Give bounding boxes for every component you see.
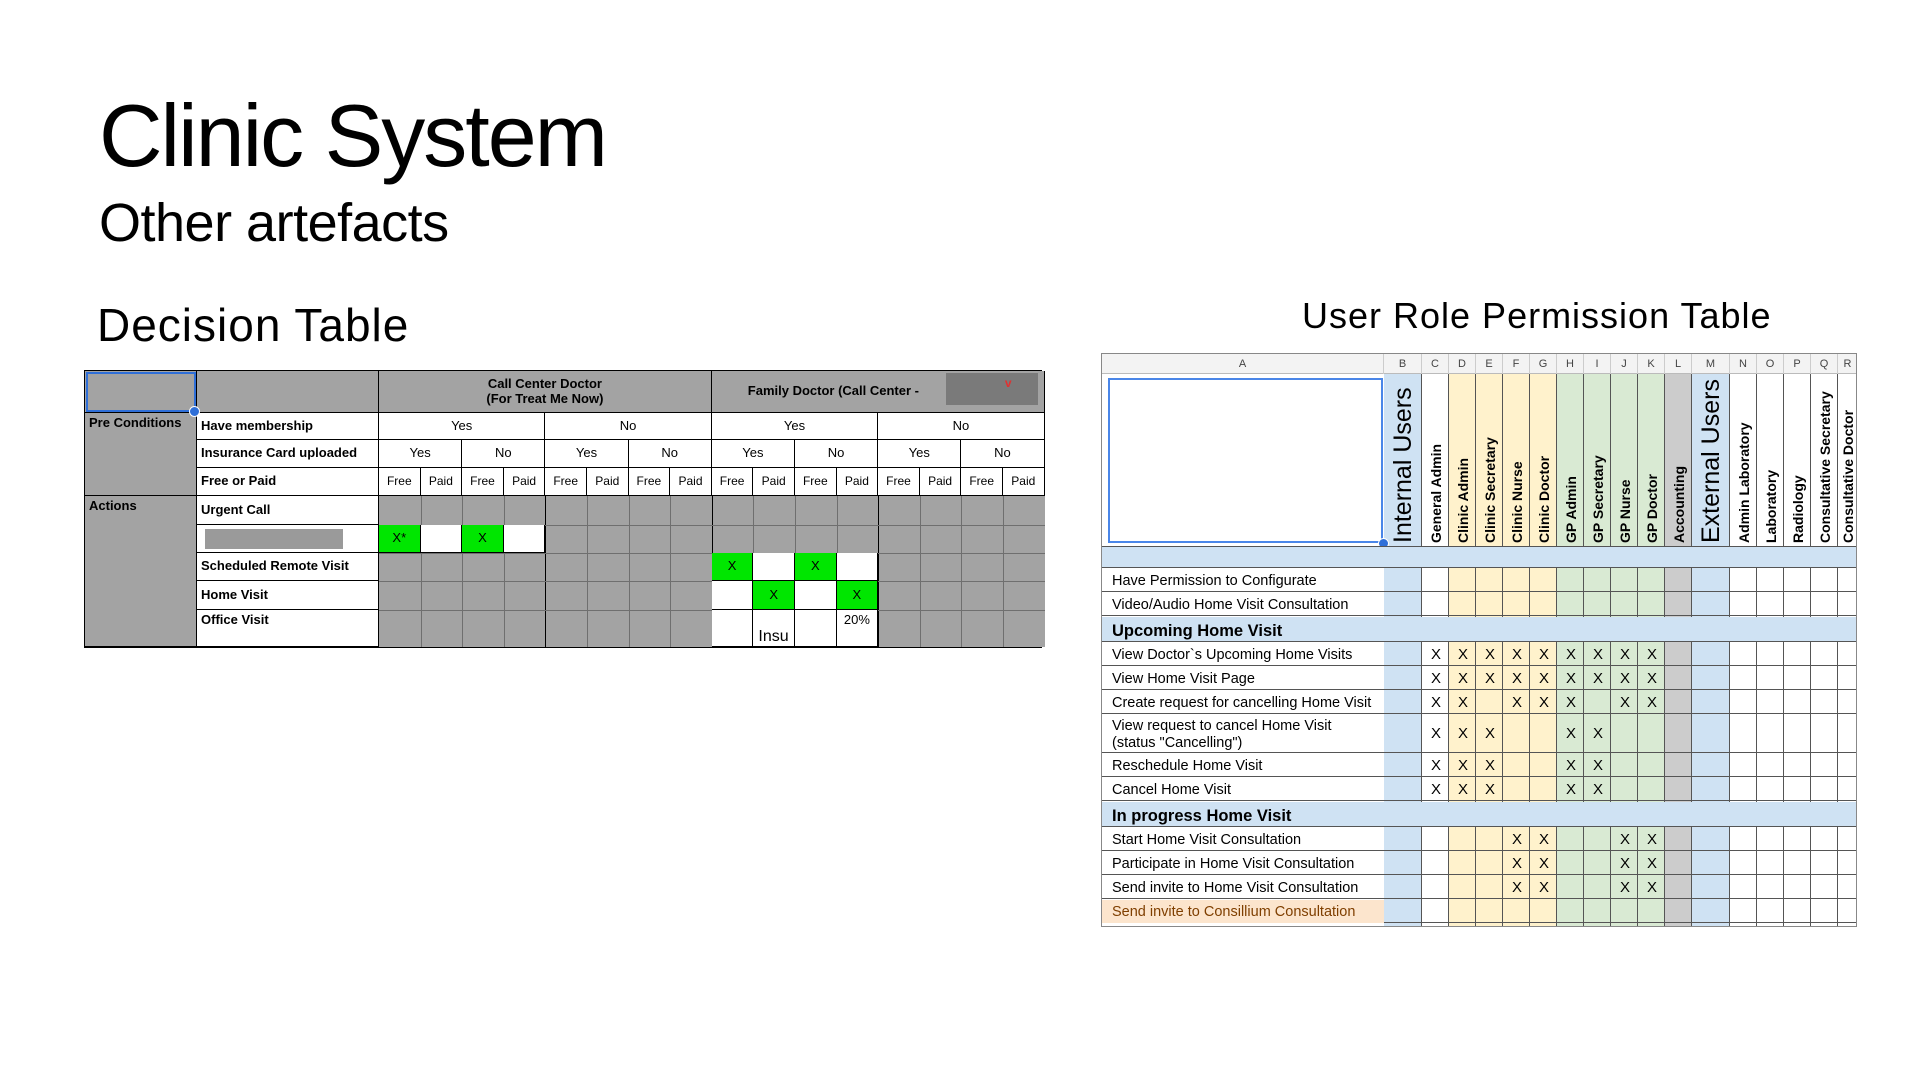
permission-mark[interactable]: X (1511, 694, 1522, 711)
dt-payment-14[interactable]: Free (961, 468, 1003, 496)
decision-table-heading: Decision Table (97, 299, 410, 351)
dt-membership-1[interactable]: No (545, 413, 711, 440)
role-label: GP Admin (1563, 476, 1579, 543)
column-letter-E[interactable]: E (1476, 354, 1503, 374)
dt-empty-cell[interactable] (753, 553, 795, 581)
dt-section-actions[interactable]: Actions (85, 496, 197, 647)
dt-payment-3[interactable]: Paid (504, 468, 546, 496)
permission-mark[interactable]: X (1646, 646, 1657, 663)
permission-mark[interactable]: X (1511, 646, 1522, 663)
column-letter-Q[interactable]: Q (1811, 354, 1838, 374)
dt-grid-vline (587, 496, 588, 647)
permission-table (1101, 353, 1857, 927)
permission-mark[interactable]: X (1457, 781, 1468, 798)
permission-mark[interactable]: X (1484, 781, 1495, 798)
permission-mark[interactable]: X (1565, 646, 1576, 663)
permission-mark[interactable]: X (1619, 694, 1630, 711)
dt-empty-cell[interactable] (795, 610, 837, 647)
column-letter-G[interactable]: G (1530, 354, 1557, 374)
permission-label: Cancel Home Visit (1112, 782, 1232, 798)
blank-band-row (1102, 547, 1857, 568)
column-letter-B[interactable]: B (1384, 354, 1422, 374)
dt-empty-cell[interactable] (421, 525, 463, 553)
permission-mark[interactable]: X (1619, 879, 1630, 896)
dt-insurance-5[interactable]: No (795, 440, 878, 468)
dt-action-1[interactable] (197, 525, 379, 553)
permission-mark[interactable]: X (1430, 757, 1441, 774)
column-letter-K[interactable]: K (1638, 354, 1665, 374)
dt-condition-2[interactable]: Free or Paid (197, 468, 379, 496)
role-label: Clinic Admin (1455, 457, 1471, 543)
permission-mark[interactable]: X (1511, 879, 1522, 896)
dt-mark-cell[interactable]: 20% (837, 610, 879, 647)
header-blank-cell[interactable] (1108, 378, 1383, 543)
permission-label: In progress Home Visit (1112, 807, 1292, 825)
permission-mark[interactable]: X (1646, 694, 1657, 711)
decision-table (84, 370, 1042, 648)
slide-title: Clinic System (99, 86, 606, 185)
dt-payment-5[interactable]: Paid (587, 468, 629, 496)
permission-mark[interactable]: X (1457, 725, 1468, 742)
dt-grid-vline (961, 496, 962, 647)
dt-payment-1[interactable]: Paid (421, 468, 463, 496)
column-letter-R[interactable]: R (1838, 354, 1857, 374)
dt-insurance-6[interactable]: Yes (878, 440, 961, 468)
role-label: GP Doctor (1644, 474, 1660, 543)
dt-grid-vline (629, 496, 630, 647)
role-label: Clinic Nurse (1509, 461, 1525, 543)
permission-mark[interactable]: X (1430, 646, 1441, 663)
role-label: GP Nurse (1617, 479, 1633, 543)
dt-payment-7[interactable]: Paid (670, 468, 712, 496)
dt-empty-cell[interactable] (712, 610, 754, 647)
permission-label: Upcoming Home Visit (1112, 622, 1283, 640)
dt-payment-6[interactable]: Free (629, 468, 671, 496)
column-letter-P[interactable]: P (1784, 354, 1811, 374)
permission-mark[interactable]: X (1430, 725, 1441, 742)
dropdown-icon[interactable]: v (946, 373, 1038, 405)
permission-mark[interactable]: X (1457, 670, 1468, 687)
dt-action-3[interactable]: Home Visit (197, 581, 379, 610)
permission-mark[interactable]: X (1592, 725, 1603, 742)
dt-membership-0[interactable]: Yes (379, 413, 545, 440)
permission-mark[interactable]: X (1457, 646, 1468, 663)
permission-mark[interactable]: X (1646, 855, 1657, 872)
permission-mark[interactable]: X (1565, 670, 1576, 687)
permission-table-heading: User Role Permission Table (1302, 295, 1772, 336)
dt-mark-cell[interactable]: Insu (753, 610, 795, 647)
permission-label: Create request for cancelling Home Visit (1112, 695, 1372, 711)
dt-insurance-0[interactable]: Yes (379, 440, 462, 468)
role-label: Clinic Secretary (1482, 437, 1498, 543)
role-label: Consultative Doctor (1840, 409, 1856, 543)
permission-mark[interactable]: X (1565, 757, 1576, 774)
permission-mark[interactable]: X (1592, 670, 1603, 687)
role-label: General Admin (1428, 443, 1444, 543)
role-label: Admin Laboratory (1736, 422, 1752, 543)
dt-grid-vline (878, 496, 879, 647)
dt-condition-1[interactable]: Insurance Card uploaded (197, 440, 379, 468)
dt-grid-vline (1003, 496, 1004, 647)
dt-condition-0[interactable]: Have membership (197, 413, 379, 440)
permission-mark[interactable]: X (1511, 855, 1522, 872)
dt-mark-cell[interactable]: X (837, 581, 879, 610)
permission-mark[interactable]: X (1538, 694, 1549, 711)
role-label: Consultative Secretary (1817, 391, 1833, 543)
permission-mark[interactable]: X (1592, 646, 1603, 663)
column-letter-O[interactable]: O (1757, 354, 1784, 374)
dt-empty-cell[interactable] (837, 553, 879, 581)
column-letter-A[interactable]: A (1102, 354, 1384, 374)
dt-action-2[interactable]: Scheduled Remote Visit (197, 553, 379, 581)
permission-label: Participate in Home Visit Consultation (1112, 856, 1355, 872)
permission-mark[interactable]: X (1592, 757, 1603, 774)
dt-payment-0[interactable]: Free (379, 468, 421, 496)
dt-payment-2[interactable]: Free (462, 468, 504, 496)
role-label: Laboratory (1763, 469, 1779, 543)
permission-mark[interactable]: X (1430, 694, 1441, 711)
dt-group-header-0[interactable] (379, 371, 712, 413)
dt-insurance-7[interactable]: No (961, 440, 1044, 468)
column-letter-D[interactable]: D (1449, 354, 1476, 374)
permission-label: View Doctor`s Upcoming Home Visits (1112, 647, 1353, 663)
role-label: GP Secretary (1590, 455, 1606, 543)
permission-mark[interactable]: X (1538, 831, 1549, 848)
permission-mark[interactable]: X (1511, 670, 1522, 687)
permission-mark[interactable]: X (1484, 725, 1495, 742)
permission-label: Have Permission to Configurate (1112, 573, 1317, 589)
role-label: Clinic Doctor (1536, 455, 1552, 543)
dt-group-header-line: Call Center Doctor (487, 375, 602, 391)
column-letter-F[interactable]: F (1503, 354, 1530, 374)
dt-insurance-2[interactable]: Yes (545, 440, 628, 468)
dt-payment-4[interactable]: Free (545, 468, 587, 496)
permission-mark[interactable]: X (1565, 725, 1576, 742)
permission-mark[interactable]: X (1538, 670, 1549, 687)
permission-label: Video/Audio Home Visit Consultation (1112, 597, 1349, 613)
permission-mark[interactable]: X (1619, 831, 1630, 848)
dt-group-header-line: (For Treat Me Now) (486, 390, 604, 406)
permission-label: View Home Visit Page (1112, 671, 1255, 687)
column-letter-H[interactable]: H (1557, 354, 1584, 374)
dt-header-label-cell[interactable] (197, 371, 379, 413)
permission-mark[interactable]: X (1538, 855, 1549, 872)
column-letter-C[interactable]: C (1422, 354, 1449, 374)
dt-action-4[interactable]: Office Visit (197, 610, 379, 647)
dt-empty-cell[interactable] (504, 525, 546, 553)
column-letter-L[interactable]: L (1665, 354, 1692, 374)
permission-mark[interactable]: X (1484, 757, 1495, 774)
dt-mark-cell[interactable]: X* (379, 525, 421, 553)
permission-mark[interactable]: X (1538, 879, 1549, 896)
permission-mark[interactable]: X (1565, 781, 1576, 798)
permission-mark[interactable]: X (1619, 670, 1630, 687)
permission-label: Start Home Visit Consultation (1112, 832, 1302, 848)
dt-empty-cell[interactable] (795, 581, 837, 610)
dt-mark-cell[interactable]: X (795, 553, 837, 581)
permission-label: Send invite to Consillium Consultation (1112, 904, 1356, 920)
dt-mark-cell[interactable]: X (462, 525, 504, 553)
dt-section-preconditions[interactable]: Pre Conditions (85, 413, 197, 496)
role-label: External Users (1697, 379, 1725, 543)
permission-mark[interactable]: X (1457, 694, 1468, 711)
permission-mark[interactable]: X (1430, 781, 1441, 798)
permission-mark[interactable]: X (1619, 646, 1630, 663)
permission-mark[interactable]: X (1511, 831, 1522, 848)
permission-label: View request to cancel Home Visit (status "Cancelling") (1112, 718, 1332, 752)
permission-mark[interactable]: X (1592, 781, 1603, 798)
permission-mark[interactable]: X (1457, 757, 1468, 774)
dt-grid-vline (462, 496, 463, 647)
permission-mark[interactable]: X (1646, 831, 1657, 848)
permission-label: Reschedule Home Visit (1112, 758, 1263, 774)
dt-action-0[interactable]: Urgent Call (197, 496, 379, 525)
selected-cell[interactable] (86, 372, 196, 412)
redacted-block (205, 529, 343, 549)
column-header-row (1102, 354, 1857, 374)
column-letter-N[interactable]: N (1730, 354, 1757, 374)
column-letter-I[interactable]: I (1584, 354, 1611, 374)
dt-grid-vline (421, 496, 422, 647)
role-label: Accounting (1671, 466, 1687, 543)
column-letter-M[interactable]: M (1692, 354, 1730, 374)
dt-grid-vline (670, 496, 671, 647)
dt-payment-15[interactable]: Paid (1003, 468, 1045, 496)
permission-mark[interactable]: X (1646, 670, 1657, 687)
dt-grid-vline (504, 496, 505, 647)
selection-handle[interactable] (189, 406, 200, 417)
dt-grid-vline (920, 496, 921, 647)
dt-membership-2[interactable]: Yes (712, 413, 878, 440)
permission-mark[interactable]: X (1538, 646, 1549, 663)
permission-label: Send invite to Home Visit Consultation (1112, 880, 1359, 896)
dt-payment-12[interactable]: Free (878, 468, 920, 496)
dt-payment-13[interactable]: Paid (920, 468, 962, 496)
dt-mark-cell[interactable]: X (712, 553, 754, 581)
dt-mark-cell[interactable]: X (753, 581, 795, 610)
dt-insurance-3[interactable]: No (629, 440, 712, 468)
dt-empty-cell[interactable] (712, 581, 754, 610)
dt-insurance-4[interactable]: Yes (712, 440, 795, 468)
dt-grid-vline (545, 496, 546, 647)
dt-payment-8[interactable]: Free (712, 468, 754, 496)
slide-subtitle: Other artefacts (99, 193, 449, 253)
role-label: Radiology (1790, 475, 1806, 543)
column-letter-J[interactable]: J (1611, 354, 1638, 374)
dt-membership-3[interactable]: No (878, 413, 1044, 440)
permission-mark[interactable]: X (1619, 855, 1630, 872)
role-label: Internal Users (1389, 387, 1417, 543)
dt-payment-9[interactable]: Paid (753, 468, 795, 496)
dt-insurance-1[interactable]: No (462, 440, 545, 468)
permission-mark[interactable]: X (1565, 694, 1576, 711)
permission-mark[interactable]: X (1484, 646, 1495, 663)
permission-mark[interactable]: X (1646, 879, 1657, 896)
permission-mark[interactable]: X (1430, 670, 1441, 687)
dt-payment-10[interactable]: Free (795, 468, 837, 496)
dt-payment-11[interactable]: Paid (837, 468, 879, 496)
dt-group-header-1[interactable]: Family Doctor (Call Center - v (712, 371, 1045, 413)
permission-mark[interactable]: X (1484, 670, 1495, 687)
